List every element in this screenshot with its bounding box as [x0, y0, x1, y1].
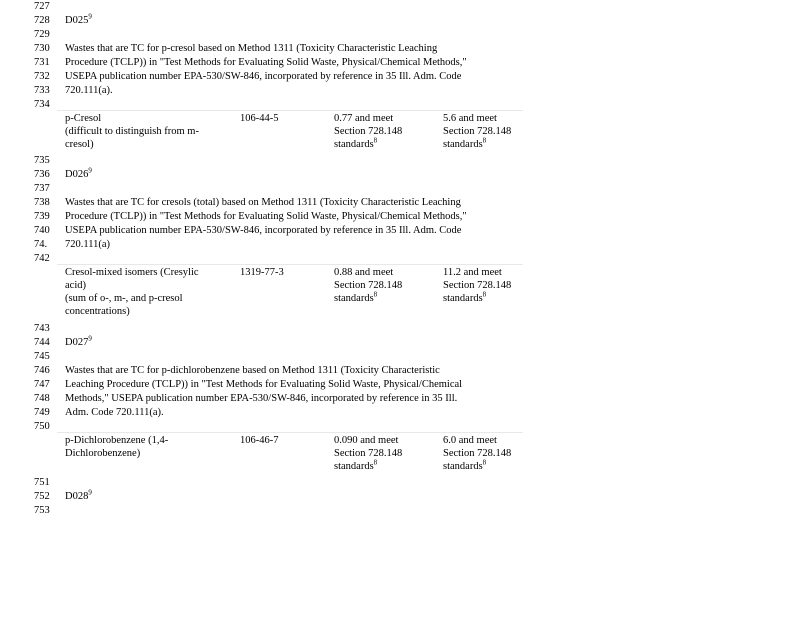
table-row-divider: [57, 264, 523, 265]
line-number: 745: [34, 351, 50, 362]
line-number: 727: [34, 1, 50, 12]
line-number: 746: [34, 365, 50, 376]
line-number: 735: [34, 155, 50, 166]
d025-constituent-name: p-Cresol (difficult to distinguish from m- cresol): [65, 113, 199, 150]
line-number: 743: [34, 323, 50, 334]
line-number: 736: [34, 169, 50, 180]
line-number: 744: [34, 337, 50, 348]
line-number: 739: [34, 211, 50, 222]
waste-code-d027: $D027^9$: [65, 334, 92, 348]
d027-wastewater-standard: 0.090 and meet Section 728.148 standards$^8$: [334, 435, 403, 472]
line-number: 74.: [34, 239, 48, 250]
d027-cas-number: 106-46-7: [240, 435, 279, 446]
line-number: 733: [34, 85, 50, 96]
d027-description: Wastes that are TC for p-dichlorobenzene based on Method 1311 (Toxicity Characteristic Leaching Procedure (TCLP)) in "Test Methods for Evaluating Solid Waste, Physical/Chemical Methods," USEPA publication number EPA-530/SW-846, incorporated by reference in 35 Ill. Adm. Code 720.111(a).: [65, 365, 463, 418]
line-number: 742: [34, 253, 50, 264]
line-number: 729: [34, 29, 50, 40]
d026-description: Wastes that are TC for cresols (total) based on Method 1311 (Toxicity Characteristic Leaching Procedure (TCLP)) in "Test Methods for Evaluating Solid Waste, Physical/Chemical Methods," USEPA publication number EPA-530/SW-846, incorporated by reference in 35 Ill. Adm. Code 720.111(a): [65, 197, 467, 250]
d026-cas-number: 1319-77-3: [240, 267, 284, 278]
d025-nonwastewater-standard: 5.6 and meet Section 728.148 standards$^8$: [443, 113, 512, 150]
line-number: 751: [34, 477, 50, 488]
waste-code-d025: $D025^9$: [65, 12, 92, 26]
line-number: 734: [34, 99, 50, 110]
d026-wastewater-standard: 0.88 and meet Section 728.148 standards$^8$: [334, 267, 403, 304]
line-number: 749: [34, 407, 50, 418]
line-number: 753: [34, 505, 50, 516]
waste-code-d026: $D026^9$: [65, 166, 92, 180]
line-number: 748: [34, 393, 50, 404]
line-number: 747: [34, 379, 50, 390]
d025-wastewater-standard: 0.77 and meet Section 728.148 standards$^8$: [334, 113, 403, 150]
line-number: 738: [34, 197, 50, 208]
line-number: 737: [34, 183, 50, 194]
line-number: 732: [34, 71, 50, 82]
d025-description: Wastes that are TC for p-cresol based on Method 1311 (Toxicity Characteristic Leaching Procedure (TCLP)) in "Test Methods for Evaluating Solid Waste, Physical/Chemical Methods," USEPA publication number EPA-530/SW-846, incorporated by reference in 35 Ill. Adm. Code 720.111(a).: [65, 43, 467, 96]
d027-constituent-name: p-Dichlorobenzene (1,4- Dichlorobenzene): [65, 435, 169, 459]
line-number: 740: [34, 225, 50, 236]
d025-cas-number: 106-44-5: [240, 113, 279, 124]
d026-nonwastewater-standard: 11.2 and meet Section 728.148 standards$^8$: [443, 267, 512, 304]
d027-nonwastewater-standard: 6.0 and meet Section 728.148 standards$^8$: [443, 435, 512, 472]
table-row-divider: [57, 432, 523, 433]
line-number: 750: [34, 421, 50, 432]
line-number: 730: [34, 43, 50, 54]
waste-code-d028: $D028^9$: [65, 488, 92, 502]
table-row-divider: [57, 110, 523, 111]
line-number: 731: [34, 57, 50, 68]
line-number: 752: [34, 491, 50, 502]
d026-constituent-name: Cresol-mixed isomers (Cresylic acid) (sum of o-, m-, and p-cresol concentrations): [65, 267, 199, 317]
line-number: 728: [34, 15, 50, 26]
